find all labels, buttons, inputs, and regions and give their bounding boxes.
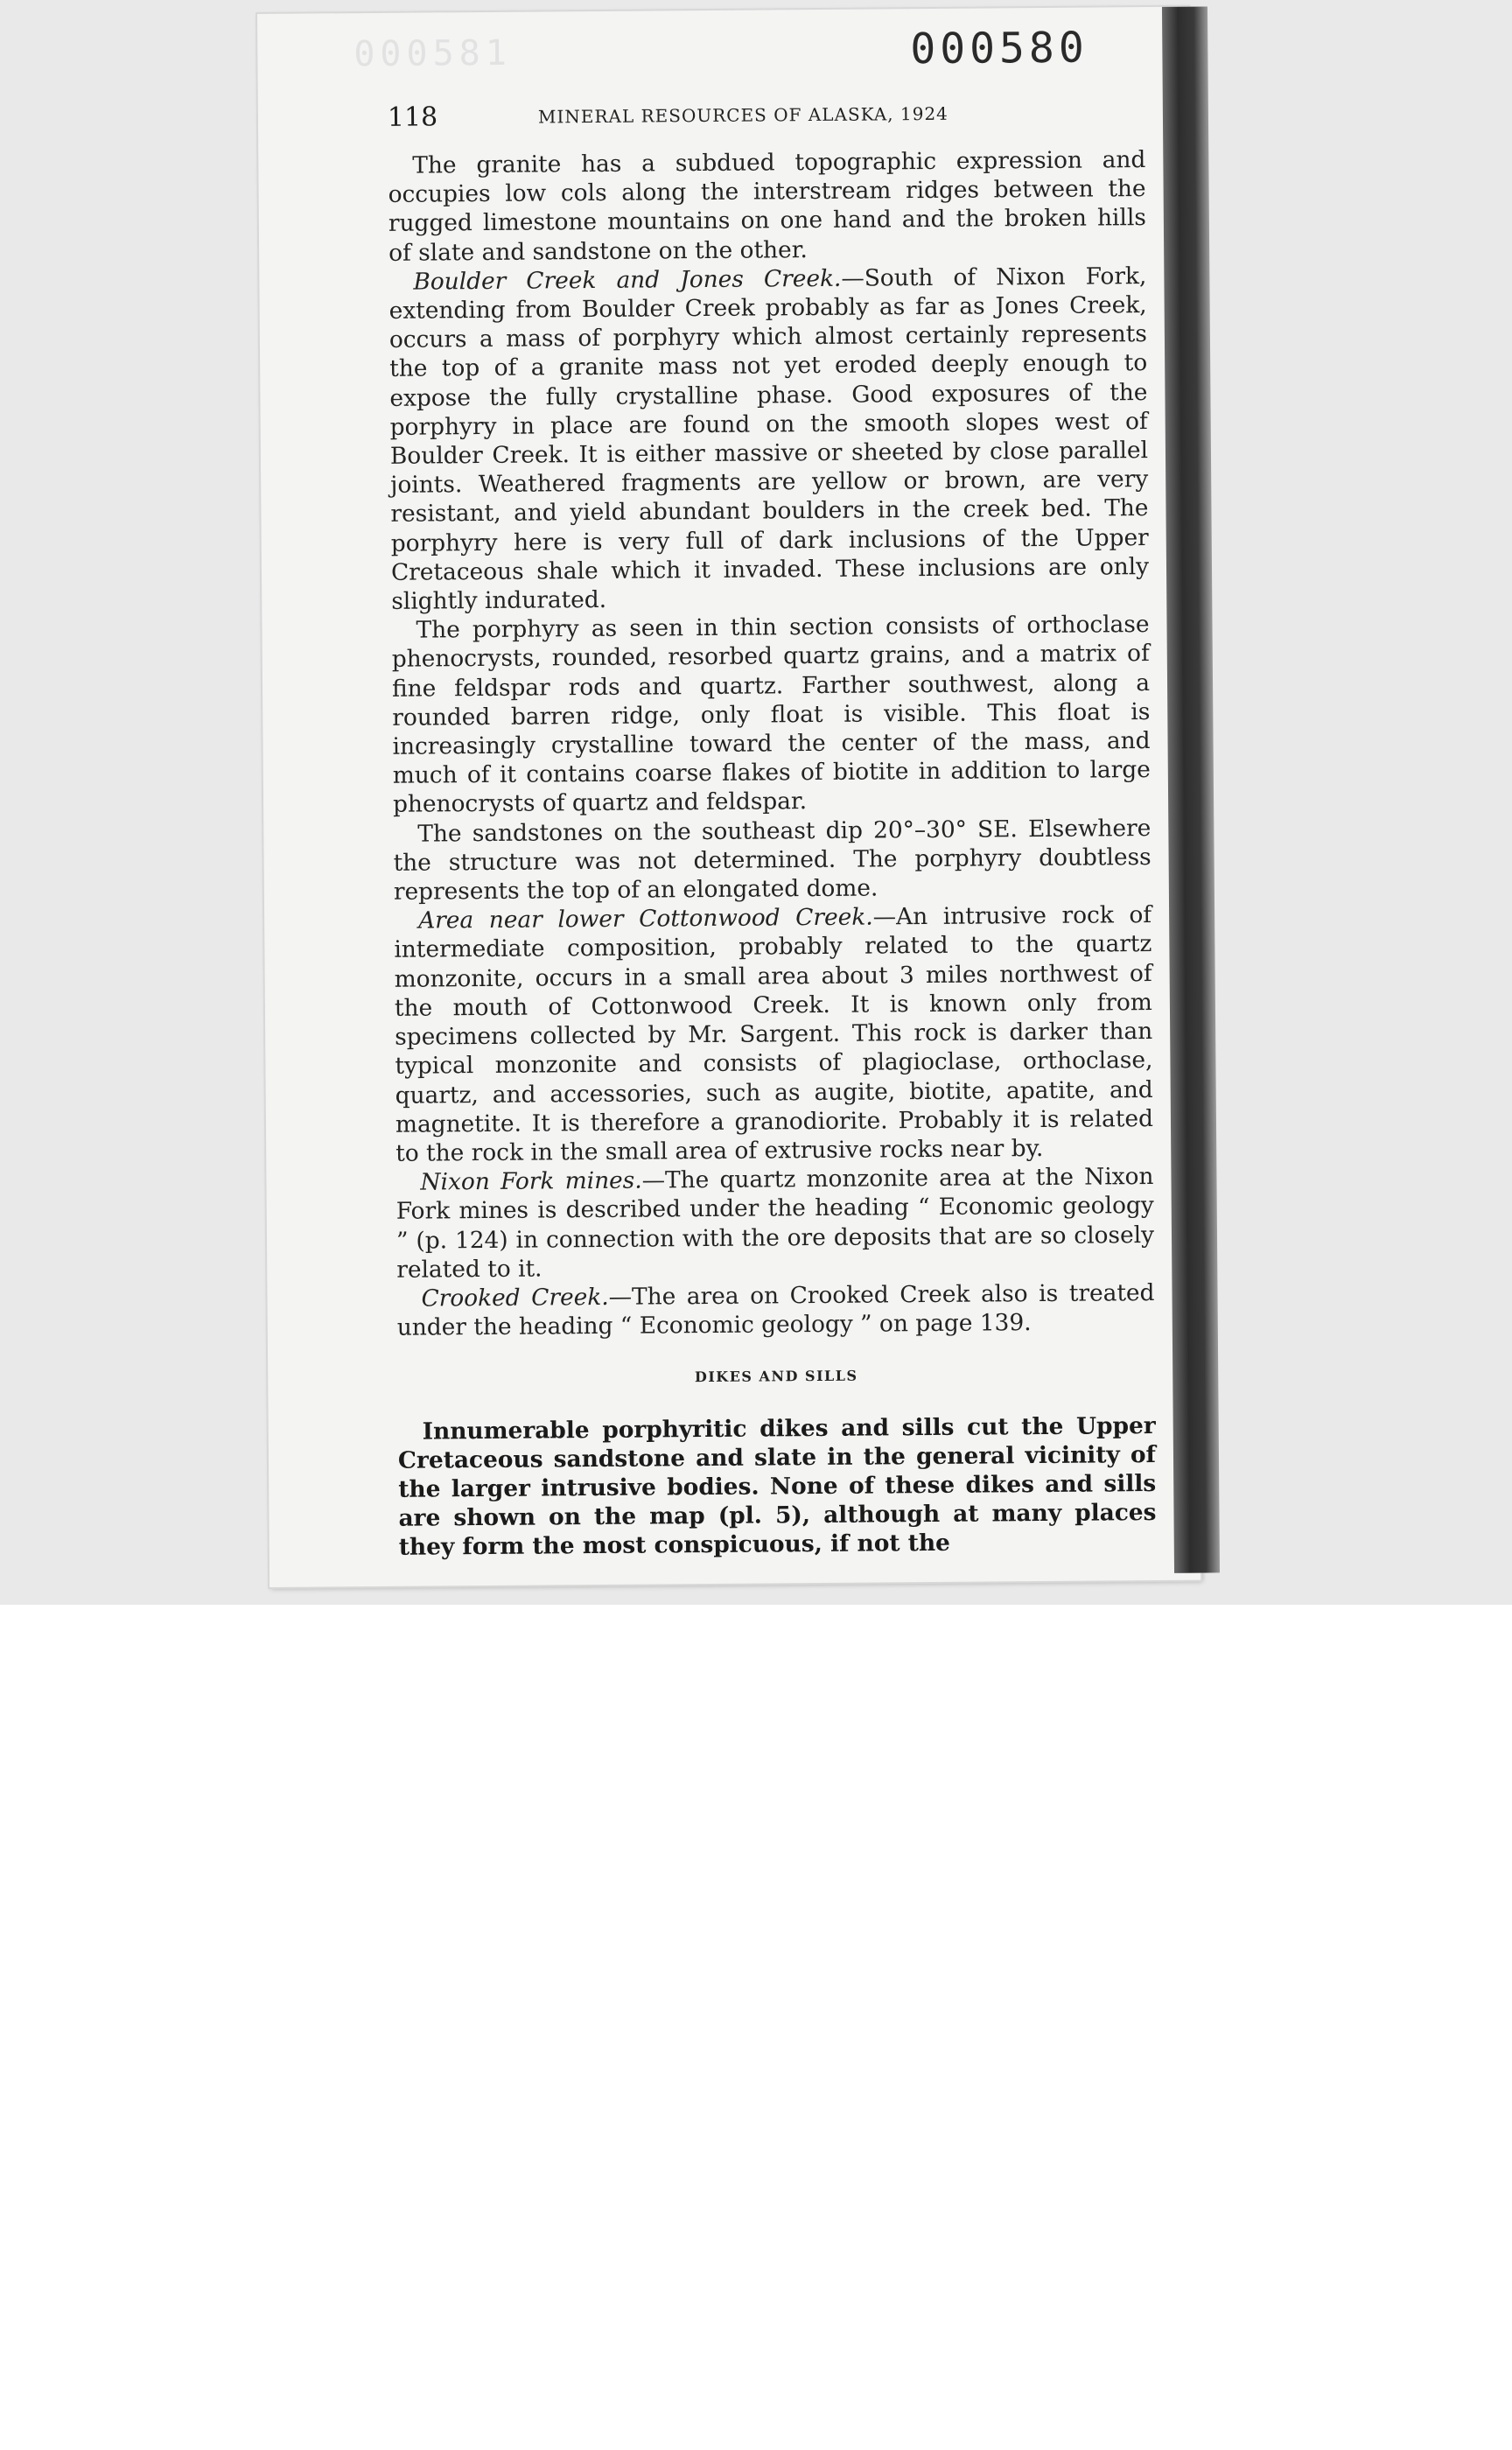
paragraph-text: The sandstones on the southeast dip 20°–30° SE. Elsewhere the structure was not determined. The porphyry doubtless represents the top of an elongated dome. <box>393 814 1152 906</box>
paragraph <box>394 900 1153 1168</box>
section-paragraph: Innumerable porphyritic dikes and sills cut the Upper Cretaceous sandstone and slate in the general vicinity of the larger intrusive bodies. None of these dikes and sills are shown on the map (pl. 5), although at many places they form the most conspicuous, if not the <box>397 1411 1157 1562</box>
paragraph <box>396 1278 1154 1342</box>
paragraph-text: —South of Nixon Fork, extending from Boulder Creek probably as far as Jones Creek, occurs a mass of porphyry which almost certainly represents the top of a granite mass not yet eroded deeply enough to expose the fully crystalline phase. Good exposures of the porphyry in place are found on the smooth slopes west of Boulder Creek. It is either massive or sheeted by close parallel joints. Weathered fragments are yellow or brown, are very resistant, and yield abundant boulders in the creek bed. The porphyry here is very full of dark inclusions of the Upper Cretaceous shale which it invaded. These inclusions are only slightly indurated. <box>388 262 1150 615</box>
paragraph <box>393 814 1152 906</box>
faded-stamp-number: 000581 <box>354 32 513 75</box>
paragraph-text: —The quartz monzonite area at the Nixon Fork mines is described under the heading “ Economic geology ” (p. 124) in connection with the ore deposits that are so closely related to it. <box>396 1163 1155 1284</box>
paragraph <box>388 262 1149 616</box>
page-number: 118 <box>387 102 438 133</box>
stamp-number: 000580 <box>910 23 1088 74</box>
paragraph-text: —The area on Crooked Creek also is treated under the heading “ Economic geology ” on page 139. <box>396 1278 1155 1341</box>
paragraph-text: —An intrusive rock of intermediate composition, probably related to the quartz monzonite, occurs in a small area about 3 miles northwest of the mouth of Cottonwood Creek. It is known only from specimens collected by Mr. Sargent. This rock is darker than typical monzonite and consists of plagioclase, orthoclase, quartz, and accessories, such as augite, biotite, apatite, and magnetite. It is therefore a granodiorite. Probably it is related to the rock in the small area of extrusive rocks near by. <box>394 901 1154 1167</box>
running-title: MINERAL RESOURCES OF ALASKA, 1924 <box>537 102 948 128</box>
paragraph-text: The porphyry as seen in thin section consists of orthoclase phenocrysts, rounded, resorbed quartz grains, and a matrix of fine feldspar rods and quartz. Farther southwest, along a rounded barren ridge, only float is visible. This float is increasingly crystalline toward the center of the mass, and much of it contains coarse flakes of biotite in addition to large phenocrysts of quartz and feldspar. <box>391 611 1151 819</box>
paragraph <box>391 610 1151 819</box>
running-head <box>388 97 1061 141</box>
paragraph-lead-in: Nixon Fork mines. <box>420 1166 642 1196</box>
paragraph-text: The granite has a subdued topographic expression and occupies low cols along the interstream ridges between the rugged limestone mountains on one hand and the broken hills of slate and sandstone on the other. <box>388 146 1146 267</box>
paragraph <box>388 145 1146 268</box>
section-heading: DIKES AND SILLS <box>694 1367 858 1386</box>
document-page <box>257 7 1200 1587</box>
paragraph-lead-in: Area near lower Cottonwood Creek. <box>418 903 873 934</box>
paragraph-lead-in: Crooked Creek. <box>421 1283 609 1312</box>
body-text <box>388 145 1157 1562</box>
paragraph-lead-in: Boulder Creek and Jones Creek. <box>413 264 842 296</box>
paragraph <box>396 1162 1154 1284</box>
